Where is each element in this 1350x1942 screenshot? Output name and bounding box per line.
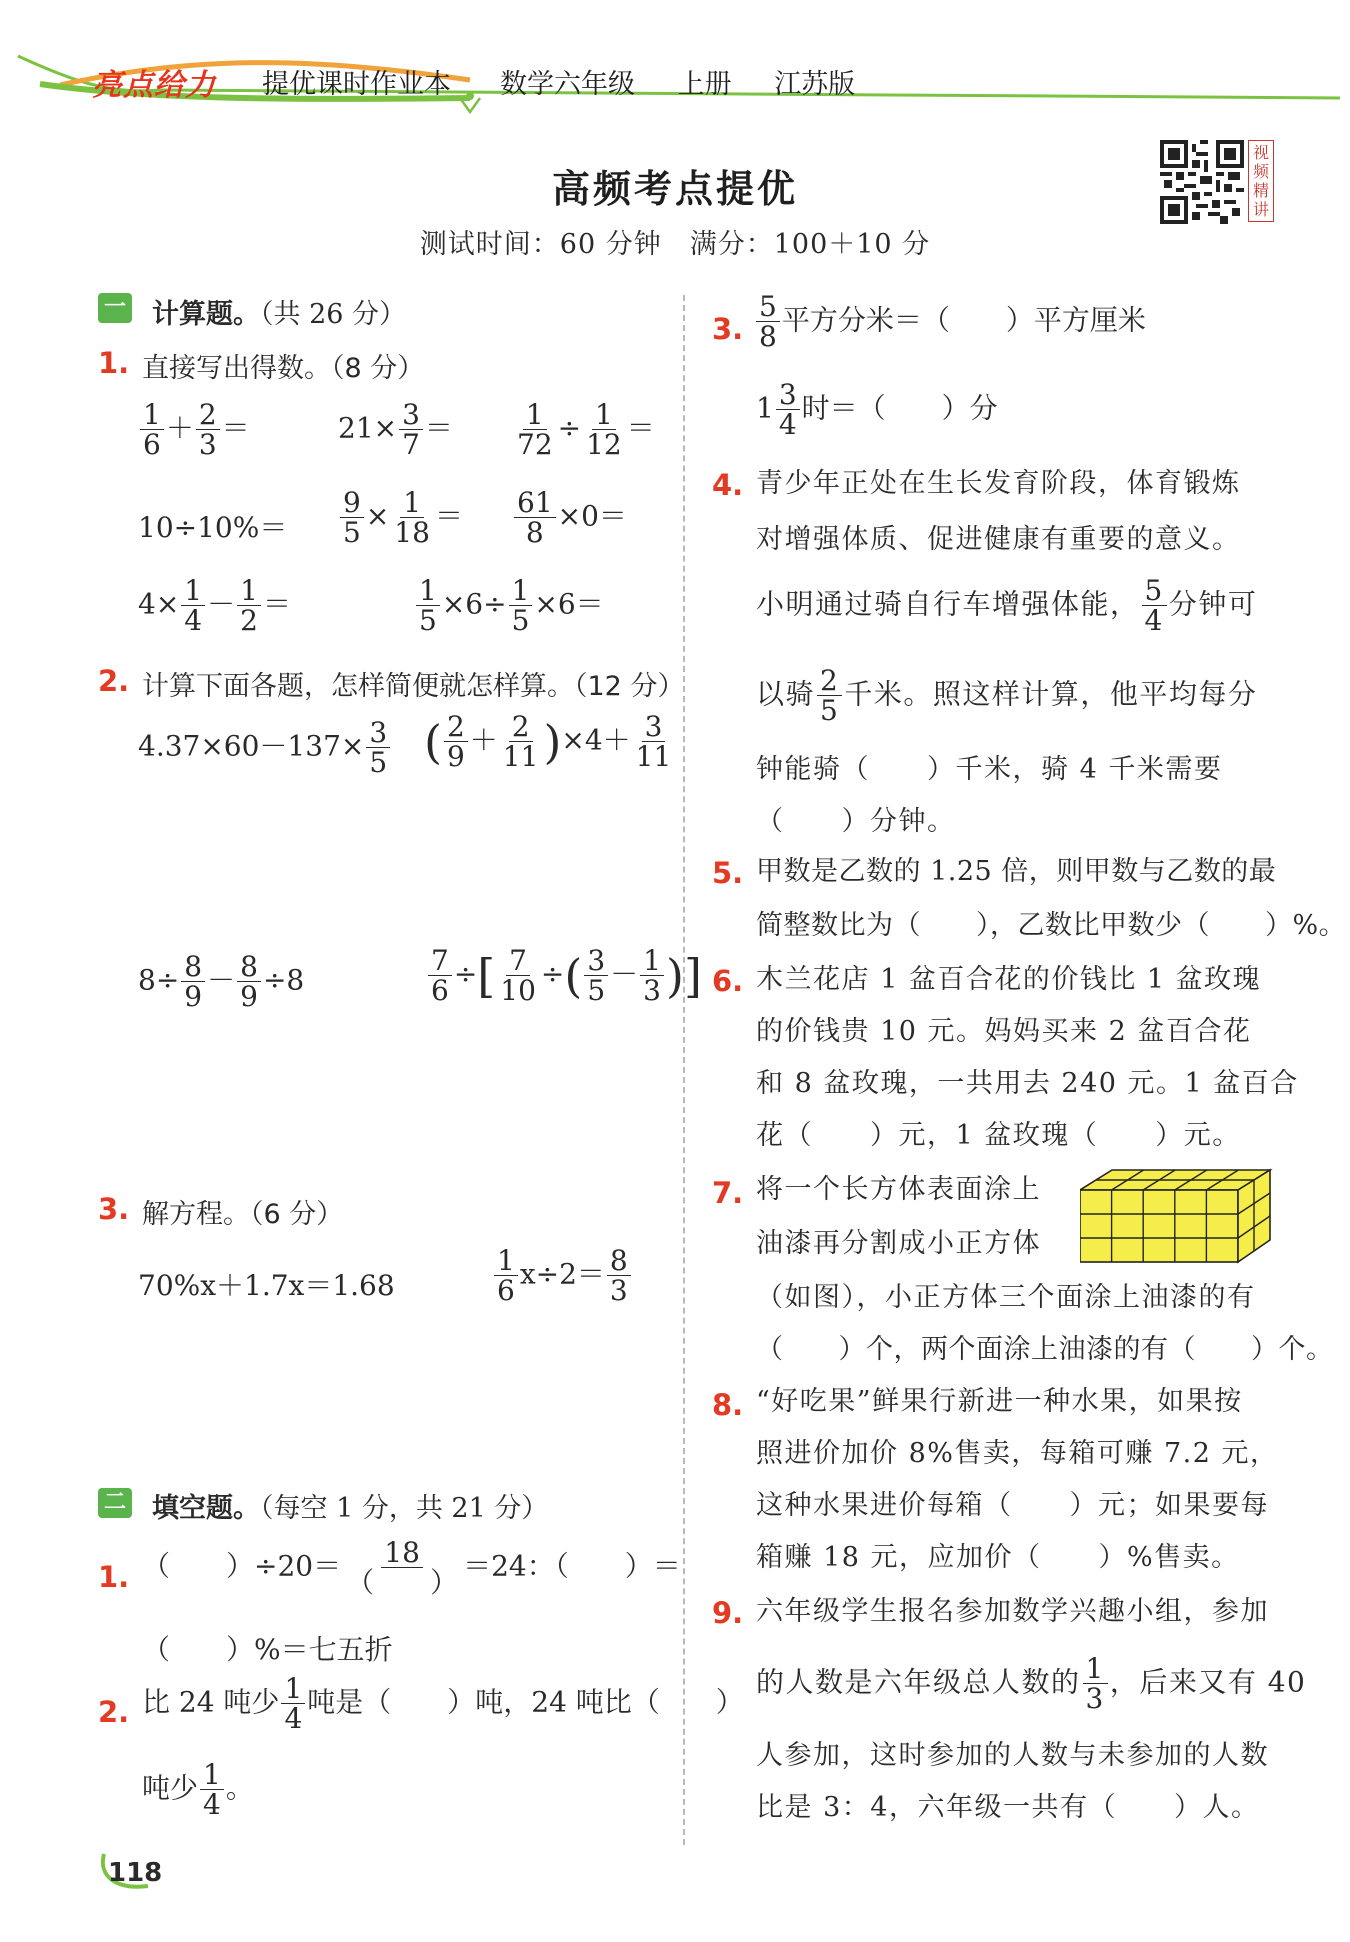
calc-1e: $\frac{9}{5}$ × $\frac{1}{18}$ ＝: [338, 488, 463, 548]
q1-text: 直接写出得数。（8 分）: [142, 353, 425, 384]
fill-q5-number: 5.: [712, 856, 744, 890]
q2-text: 计算下面各题，怎样简便就怎样算。（12 分）: [142, 671, 685, 702]
section-title-1-points: （共 26 分）: [260, 299, 407, 330]
section-badge-2: 二: [98, 1488, 132, 1518]
fill-q6-l4: 花（ ）元，1 盆玫瑰（ ）元。: [756, 1120, 1241, 1151]
fill-q9-l3: 人参加，这时参加的人数与未参加的人数: [756, 1740, 1269, 1771]
fill-q2-line2: 吨少 $\frac{1}{4}$ 。: [142, 1758, 254, 1822]
section-title-1-text: 计算题。: [152, 299, 260, 330]
calc-1h: $\frac{1}{5}$ ×6÷ $\frac{1}{5}$ ×6＝: [414, 576, 604, 636]
q3-text: 解方程。（6 分）: [142, 1199, 344, 1230]
fill-q2-line1: 比 24 吨少 $\frac{1}{4}$ 吨是（ ）吨，24 吨比（ ）: [142, 1672, 744, 1736]
section-title-2-points: （每空 1 分，共 21 分）: [260, 1493, 549, 1524]
calc-1f: $\frac{61}{8}$ ×0＝: [512, 488, 627, 548]
fill-q4-l4: 以骑 $\frac{2}{5}$ 千米。照这样计算，他平均每分: [756, 664, 1258, 728]
fill-q4-l2: 对增强体质、促进健康有重要的意义。: [756, 524, 1241, 555]
section-badge-1: 一: [98, 293, 132, 323]
calc-1g: 4× $\frac{1}{4}$ － $\frac{1}{2}$ ＝: [138, 574, 291, 638]
column-divider: [683, 295, 685, 1845]
fill-q6-l2: 的价钱贵 10 元。妈妈买来 2 盆百合花: [756, 1016, 1252, 1047]
fill-q6-l1: 木兰花店 1 盆百合花的价钱比 1 盆玫瑰: [756, 964, 1262, 995]
calc-1c: $\frac{1}{72}$ ÷ $\frac{1}{12}$ ＝: [517, 398, 655, 462]
fill-q2-number: 2.: [98, 1695, 130, 1729]
fill-q7-l3: （如图），小正方体三个面涂上油漆的有: [756, 1282, 1256, 1313]
fill-q5-l1: 甲数是乙数的 1.25 倍，则甲数与乙数的最: [756, 856, 1277, 887]
fill-q4-l6: （ ）分钟。: [756, 806, 956, 837]
fill-q8-l1: “好吃果”鲜果行新进一种水果，如果按: [756, 1386, 1243, 1417]
fill-q6-number: 6.: [712, 964, 744, 998]
fill-q8-l3: 这种水果进价每箱（ ）元；如果要每: [756, 1490, 1269, 1521]
calc-1b: 21× $\frac{3}{7}$ ＝: [338, 398, 453, 462]
volume-label: 上册: [677, 69, 732, 100]
fill-q9-number: 9.: [712, 1596, 744, 1630]
fill-q4-l3: 小明通过骑自行车增强体能， $\frac{5}{4}$ 分钟可: [756, 574, 1258, 638]
fill-q9-l4: 比是 3：4，六年级一共有（ ）人。: [756, 1792, 1260, 1823]
fill-q1-line2: （ ）%＝七五折: [142, 1633, 393, 1666]
section-title-2: [152, 1486, 548, 1525]
fill-q3-number: 3.: [712, 312, 744, 346]
section-title-1: [152, 292, 406, 331]
fill-q5-l2: 简整数比为（ ），乙数比甲数少（ ）%。: [756, 910, 1347, 941]
test-info: 测试时间：60 分钟 满分：100＋10 分: [419, 229, 931, 260]
section-title-2-text: 填空题。: [152, 1493, 260, 1524]
fill-q7-l2: 油漆再分割成小正方体: [756, 1228, 1041, 1259]
equation-b: $\frac{1}{6}$ x÷2＝ $\frac{8}{3}$: [492, 1246, 633, 1306]
brand-subtitle: 提优课时作业本: [262, 69, 451, 100]
fill-q3-line1: $\frac{5}{8}$ 平方分米＝（ ）平方厘米: [754, 292, 1146, 352]
fill-q1-line1: （ ）÷20＝ $\frac{18}{( )}$ ＝24：（ ）＝: [142, 1536, 681, 1600]
page-number: 118: [108, 1858, 163, 1888]
fill-q4-number: 4.: [712, 468, 744, 502]
fill-q3-line2: 1 $\frac{3}{4}$ 时＝（ ）分: [756, 378, 998, 442]
brand-logo: 亮点给力: [92, 68, 216, 103]
equation-a: 70%x＋1.7x＝1.68: [138, 1269, 395, 1302]
page-title: 高频考点提优: [551, 167, 798, 211]
fill-q4-l1: 青少年正处在生长发育阶段，体育锻炼: [756, 468, 1241, 499]
calc-2b: ( $\frac{2}{9}$ ＋ $\frac{2}{11}$ )×4＋ $\frac{3}{11}$: [424, 710, 672, 774]
qr-video-label[interactable]: 视频精讲: [1248, 140, 1274, 222]
subject-label: 数学六年级: [500, 69, 635, 100]
q1-number: 1.: [98, 346, 130, 380]
cuboid-figure: [1080, 1168, 1280, 1268]
calc-1a: $\frac{1}{6}$ ＋ $\frac{2}{3}$ ＝: [138, 400, 250, 460]
fill-q9-l2: 的人数是六年级总人数的 $\frac{1}{3}$ ，后来又有 40: [756, 1652, 1307, 1716]
fill-q9-l1: 六年级学生报名参加数学兴趣小组，参加: [756, 1596, 1269, 1627]
fill-q1-number: 1.: [98, 1560, 130, 1594]
fill-q6-l3: 和 8 盆玫瑰，一共用去 240 元。1 盆百合: [756, 1068, 1299, 1099]
fill-q8-l2: 照进价加价 8%售卖，每箱可赚 7.2 元，: [756, 1438, 1279, 1469]
calc-2c: 8÷ $\frac{8}{9}$ － $\frac{8}{9}$ ÷8: [138, 950, 305, 1014]
q3-number: 3.: [98, 1192, 130, 1226]
fill-q7-number: 7.: [712, 1176, 744, 1210]
calc-2d: $\frac{7}{6}$ ÷[ $\frac{7}{10}$ ÷( $\frac{3}{5}$ － $\frac{1}{3}$ )]: [426, 946, 702, 1006]
calc-2a: 4.37×60－137× $\frac{3}{5}$: [138, 718, 392, 778]
book-meta: [500, 62, 889, 101]
fill-q8-number: 8.: [712, 1388, 744, 1422]
q2-number: 2.: [98, 664, 130, 698]
fill-q8-l4: 箱赚 18 元，应加价（ ）%售卖。: [756, 1542, 1240, 1573]
fill-q7-l1: 将一个长方体表面涂上: [756, 1174, 1041, 1205]
fill-q7-l4: （ ）个，两个面涂上油漆的有（ ）个。: [756, 1334, 1334, 1365]
fill-q4-l5: 钟能骑（ ）千米，骑 4 千米需要: [756, 754, 1223, 785]
calc-1d: 10÷10%＝: [138, 511, 288, 544]
edition-label: 江苏版: [774, 69, 856, 100]
